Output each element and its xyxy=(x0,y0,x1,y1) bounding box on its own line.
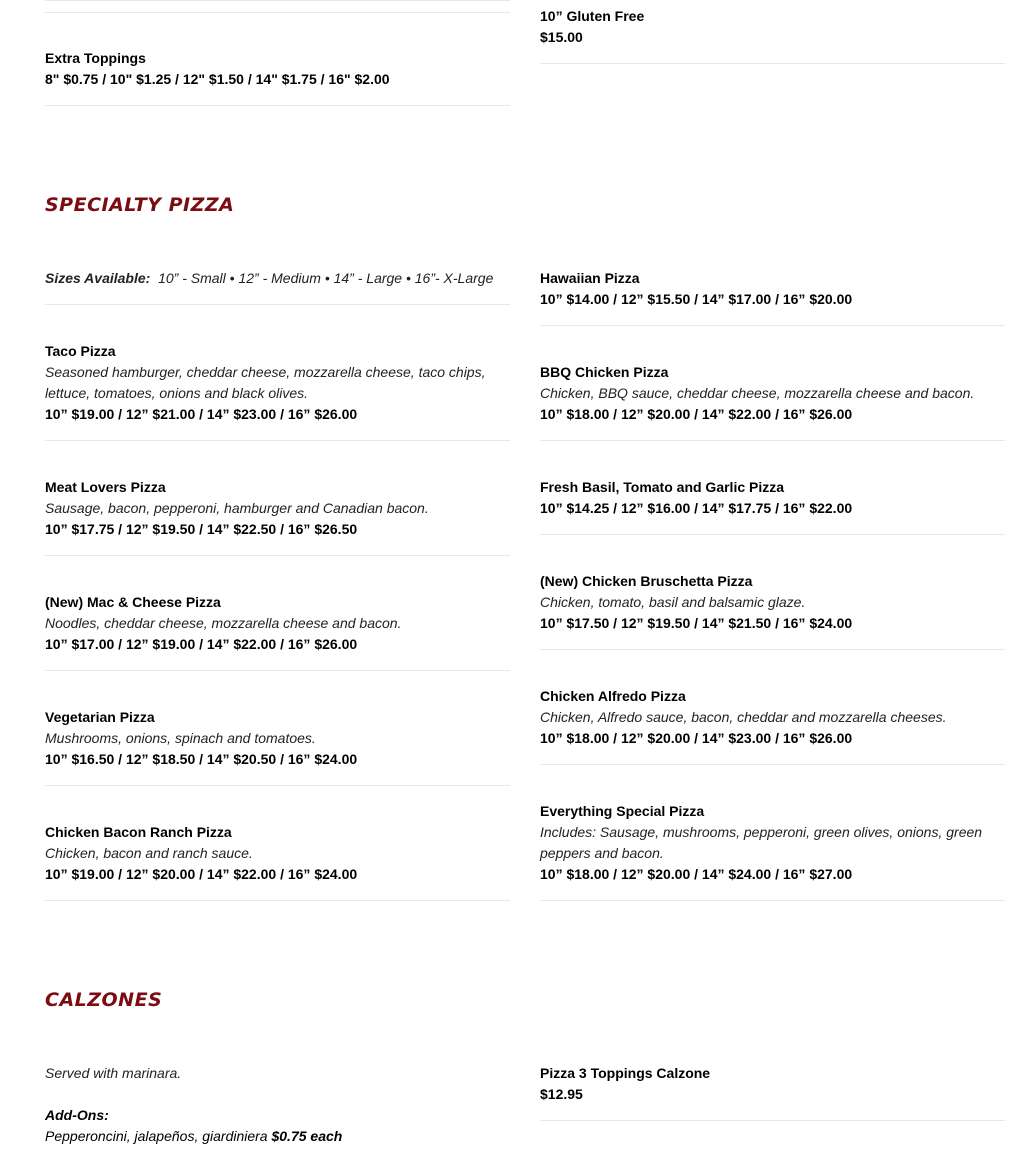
item-price: 10” $17.50 / 12” $19.50 / 14” $21.50 / 16” $24.00 xyxy=(540,615,853,631)
item-price: 10” $18.00 / 12” $20.00 / 14” $24.00 / 16” $27.00 xyxy=(540,866,853,882)
menu-item-pizza-3-toppings-calzone xyxy=(540,1063,1005,1121)
item-title: (New) Mac & Cheese Pizza xyxy=(45,594,221,610)
item-title: (New) Chicken Bruschetta Pizza xyxy=(540,573,753,589)
sizes-text: 10” - Small • 12” - Medium • 14” - Large • 16”- X-Large xyxy=(158,270,494,286)
menu-item-extra-toppings xyxy=(45,48,510,106)
item-price: 10” $19.00 / 12” $21.00 / 14” $23.00 / 16” $26.00 xyxy=(45,406,358,422)
item-price: 10” $14.00 / 12” $15.50 / 14” $17.00 / 16” $20.00 xyxy=(540,291,853,307)
served-with-note: Served with marinara. xyxy=(45,1065,182,1081)
item-price: 10” $17.00 / 12” $19.00 / 14” $22.00 / 16” $26.00 xyxy=(45,636,358,652)
spacer xyxy=(45,1084,510,1105)
addons-price: $0.75 each xyxy=(271,1128,343,1144)
section-heading-specialty: SPECIALTY PIZZA xyxy=(45,194,235,216)
item-title: Taco Pizza xyxy=(45,343,116,359)
item-title: Everything Special Pizza xyxy=(540,803,705,819)
sizes-line xyxy=(45,268,510,289)
menu-item-gluten-free xyxy=(540,6,1005,64)
item-description: Mushrooms, onions, spinach and tomatoes. xyxy=(45,730,316,746)
item-description: Includes: Sausage, mushrooms, pepperoni, green olives, onions, green peppers and bacon. xyxy=(540,824,983,861)
menu-item-vegetarian-pizza xyxy=(45,707,510,786)
menu-item-chicken-bruschetta-pizza xyxy=(540,571,1005,650)
addons-items: Pepperoncini, jalapeños, giardiniera xyxy=(45,1128,268,1144)
menu-item-bbq-chicken-pizza xyxy=(540,362,1005,441)
item-title: 10” Gluten Free xyxy=(540,8,645,24)
menu-item-hawaiian-pizza xyxy=(540,268,1005,326)
item-title: Fresh Basil, Tomato and Garlic Pizza xyxy=(540,479,785,495)
item-price: 10” $14.25 / 12” $16.00 / 14” $17.75 / 16” $22.00 xyxy=(540,500,853,516)
item-price: $15.00 xyxy=(540,29,583,45)
item-description: Sausage, bacon, pepperoni, hamburger and Canadian bacon. xyxy=(45,500,429,516)
item-description: Noodles, cheddar cheese, mozzarella cheese and bacon. xyxy=(45,615,402,631)
item-price: 10” $19.00 / 12” $20.00 / 14” $22.00 / 16” $24.00 xyxy=(45,866,358,882)
item-title: Hawaiian Pizza xyxy=(540,270,640,286)
item-title: Extra Toppings xyxy=(45,50,146,66)
sizes-label: Sizes Available: xyxy=(45,270,151,286)
item-description: Chicken, tomato, basil and balsamic glaze. xyxy=(540,594,806,610)
menu-item-mac-cheese-pizza xyxy=(45,592,510,671)
item-price: 10” $16.50 / 12” $18.50 / 14” $20.50 / 16” $24.00 xyxy=(45,751,358,767)
item-title: Vegetarian Pizza xyxy=(45,709,155,725)
item-description: Chicken, bacon and ranch sauce. xyxy=(45,845,253,861)
menu-item-everything-special-pizza xyxy=(540,801,1005,901)
item-title: Meat Lovers Pizza xyxy=(45,479,166,495)
item-price: 10” $18.00 / 12” $20.00 / 14” $23.00 / 16” $26.00 xyxy=(540,730,853,746)
menu-item-meat-lovers-pizza xyxy=(45,477,510,556)
item-title: Chicken Bacon Ranch Pizza xyxy=(45,824,232,840)
item-description: Chicken, BBQ sauce, cheddar cheese, mozzarella cheese and bacon. xyxy=(540,385,975,401)
calzone-notes xyxy=(45,1063,510,1147)
item-description: Chicken, Alfredo sauce, bacon, cheddar and mozzarella cheeses. xyxy=(540,709,947,725)
item-price: 10” $18.00 / 12” $20.00 / 14” $22.00 / 16” $26.00 xyxy=(540,406,853,422)
menu-item-basil-tomato-garlic-pizza xyxy=(540,477,1005,535)
menu-item-chicken-alfredo-pizza xyxy=(540,686,1005,765)
item-description: Seasoned hamburger, cheddar cheese, mozzarella cheese, taco chips, lettuce, tomatoes, onions and black olives. xyxy=(45,364,486,401)
item-price: 10” $17.75 / 12” $19.50 / 14” $22.50 / 16” $26.50 xyxy=(45,521,358,537)
item-title: BBQ Chicken Pizza xyxy=(540,364,669,380)
menu-item-taco-pizza xyxy=(45,341,510,441)
item-price: $12.95 xyxy=(540,1086,583,1102)
addons-label: Add-Ons: xyxy=(45,1107,109,1123)
item-title: Chicken Alfredo Pizza xyxy=(540,688,686,704)
divider xyxy=(45,12,510,13)
menu-item-extra-toppings xyxy=(45,0,510,1)
sizes-available xyxy=(45,268,510,305)
menu-item-chicken-bacon-ranch-pizza xyxy=(45,822,510,901)
item-title: Pizza 3 Toppings Calzone xyxy=(540,1065,711,1081)
section-heading-calzones: CALZONES xyxy=(45,989,163,1011)
item-price: 8" $0.75 / 10" $1.25 / 12" $1.50 / 14" $1.75 / 16" $2.00 xyxy=(45,71,390,87)
addons-line xyxy=(45,1126,510,1147)
